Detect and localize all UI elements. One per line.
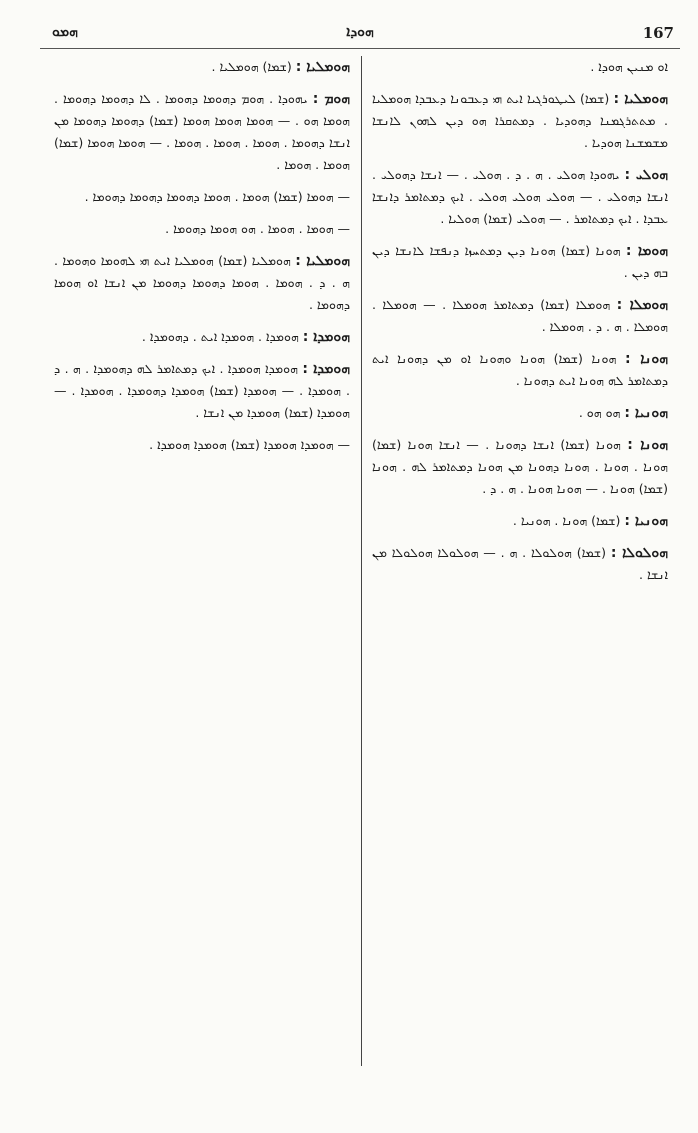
entry-text: ܗܘܢܐ (ܫܡܐ) ܗܘܢܐ ܕܝܢ ܕܡܬܚܙܐ ܕܢܦܫܐ ܠܐܢܫܐ ܕܝܢ ܒܗ ܕܝܢ . xyxy=(372,243,668,280)
entry-headword: ܗܘܡܕܐ : xyxy=(302,329,350,345)
dictionary-entry xyxy=(372,542,668,586)
dictionary-entry xyxy=(372,164,668,230)
left-column xyxy=(54,56,350,466)
entry-text: ܗܘܡܠܐ (ܫܡܐ) ܕܡܬܐܡܪ ܗܘܡܠܐ . — ܗܘܡܠܐ . ܗܘܡܠܐ . ܗ . ܕ . ܗܘܡܠܐ . xyxy=(372,297,668,334)
entry-headword: ܗܘܢܝܐ : xyxy=(624,405,668,421)
dictionary-entry xyxy=(54,88,350,176)
dictionary-entry xyxy=(54,358,350,424)
dictionary-entry xyxy=(54,186,350,208)
page-number: 167 xyxy=(642,24,674,42)
dictionary-entry xyxy=(372,510,668,532)
right-column xyxy=(372,56,668,596)
dictionary-entry xyxy=(372,56,668,78)
entry-headword: ܗܘܢܝܐ : xyxy=(624,513,668,529)
entry-headword: ܗܘܠܝ : xyxy=(624,167,668,183)
running-head-center: ܗܘܕܐ xyxy=(346,24,374,40)
entry-headword: ܗܘܡܠܝܐ : xyxy=(613,91,668,107)
dictionary-entry xyxy=(372,88,668,154)
entry-text: ܝܗܘܕܐ . ܗܘܡ ܕܗܘܡܐ ܕܗܘܡܐ . ܠܐ ܕܗܘܡܐ ܕܗܘܡܐ . ܗܘܡܐ ܗܘ . — ܗܘܡܐ ܗܘܡܐ ܗܘܡܐ (ܫܡܐ) ܕܗܘܡܐ ܕܗܘܡܐ ܡܢ ܐܢܫܐ ܕܗܘܡܐ . ܗܘܡܐ . ܗܘܡܐ . ܗܘܡܐ . — ܗܘܡܐ ܗܘܡܐ (ܫܡܐ) ܗܘܡܐ . ܗܘܡܐ . xyxy=(54,91,350,172)
entry-text: — ܗܘܡܐ . ܗܘܡܐ . ܗܘ ܗܘܡܐ ܕܗܘܡܐ . xyxy=(165,221,350,236)
dictionary-entry xyxy=(372,294,668,338)
column-divider xyxy=(361,56,362,1066)
entry-headword: ܗܘܡܠܐ : xyxy=(616,297,669,313)
entry-text: ܗܘܢܐ (ܫܡܐ) ܗܘܢܐ ܘܗܘܢܐ ܐܘ ܡܢ ܕܗܘܢܐ ܐܝܬ ܕܡܬܐܡܪ ܠܗ ܗܘܢܐ ܐܝܬ ܕܗܘܢܐ . xyxy=(372,351,668,388)
entry-headword: ܗܘܡܕܐ : xyxy=(302,361,350,377)
dictionary-entry xyxy=(54,56,350,78)
dictionary-entry xyxy=(54,434,350,456)
entry-text: — ܗܘܡܕܐ ܗܘܡܕܐ (ܫܡܐ) ܗܘܡܕܐ ܗܘܡܕܐ . xyxy=(149,437,350,452)
dictionary-entry xyxy=(54,250,350,316)
entry-text: (ܫܡܐ) ܠܝܛܘܪܓܝܐ ܐܝܬ ܗܝ ܕܥܒܘܢܐ ܕܥܒܕܐ ܗܘܡܠܝܐ . ܡܬܬܪܓܡܢܐ ܕܗܘܕܝܐ . ܕܡܬܩܪܐ ܗܘ ܕܝܢ ܠܗܘܢ ܠܐܢܫܐ ܡܫܡܫܢܐ ܗܘܕܝܐ . xyxy=(372,91,668,150)
dictionary-entry xyxy=(372,402,668,424)
entry-text: — ܗܘܡܐ (ܫܡܐ) ܗܘܡܐ . ܗܘܡܐ ܕܗܘܡܐ ܕܗܘܡܐ ܕܗܘܡܐ . xyxy=(84,189,350,204)
dictionary-entry xyxy=(372,348,668,392)
entry-text: ܗܘܢܐ (ܫܡܐ) ܐܢܫܐ ܕܗܘܢܐ . — ܐܢܫܐ ܗܘܢܐ (ܫܡܐ) ܗܘܢܐ . ܗܘܢܐ . ܗܘܢܐ ܕܗܘܢܐ ܡܢ ܗܘܢܐ ܕܡܬܐܡܪ ܠܗ . ܗܘܢܐ (ܫܡܐ) ܗܘܢܐ . — ܗܘܢܐ ܗܘܢܐ . ܗ . ܕ . xyxy=(372,437,668,496)
entry-headword: ܗܘܢܐ : xyxy=(627,437,668,453)
entry-text: ܗܘܡܕܐ . ܗܘܡܕܐ ܐܝܬ . ܕܗܘܡܕܐ . xyxy=(141,329,299,344)
entry-headword: ܗܘܠܘܠܐ : xyxy=(610,545,668,561)
entry-text: ܗܘܡܠܝܐ (ܫܡܐ) ܗܘܡܠܝܐ ܐܝܬ ܗܝ ܠܗܘܡܐ ܘܗܘܡܐ . ܗ . ܕ . ܗܘܡܐ . ܗܘܡܐ ܕܗܘܡܐ ܕܗܘܡܐ ܡܢ ܐܢܫܐ ܐܘ ܗܘܡܐ ܕܗܘܡܐ . xyxy=(54,253,350,312)
entry-headword: ܗܘܡܠܝܐ : xyxy=(295,59,350,75)
entry-text: ܗܘܡܕܐ ܗܘܡܕܐ . ܐܝܟ ܕܡܬܐܡܪ ܠܗ ܕܗܘܡܕܐ . ܗ . ܕ . ܗܘܡܕܐ . — ܗܘܡܕܐ (ܫܡܐ) ܗܘܡܕܐ ܕܗܘܡܕܐ . ܗܘܡܕܐ . — ܗܘܡܕܐ (ܫܡܐ) ܗܘܡܕܐ ܡܢ ܐܢܫܐ . xyxy=(54,361,350,420)
entry-headword: ܗܘܡ : xyxy=(312,91,350,107)
entry-headword: ܗܘܡܠܝܐ : xyxy=(295,253,350,269)
dictionary-entry xyxy=(54,326,350,348)
dictionary-entry xyxy=(372,240,668,284)
dictionary-entry xyxy=(372,434,668,500)
entry-text: ܝܗܘܕܐ ܗܘܠܝ . ܗ . ܕ . ܗܘܠܝ . — ܐܢܫܐ ܕܗܘܠܝ . ܐܢܫܐ ܕܗܘܠܝ . — ܗܘܠܝ ܗܘܠܝ ܗܘܠܝ . ܐܝܟ ܕܡܬܐܡܪ ܕܐܢܫܐ ܥܒܕܐ . ܐܝܟ ܕܡܬܐܡܪ . — ܗܘܠܝ (ܫܡܐ) ܗܘܠܝܐ . xyxy=(372,167,668,226)
entry-text: (ܫܡܐ) ܗܘܢܐ . ܗܘܢܝܐ . xyxy=(512,513,621,528)
running-head-left: ܗܡܘ xyxy=(52,24,78,40)
page-header xyxy=(40,22,680,49)
entry-text: ܗܘ ܗܘ . xyxy=(578,405,621,420)
entry-text: (ܫܡܐ) ܗܘܠܘܠܐ . ܗ . — ܗܘܠܘܠܐ ܗܘܠܘܠܐ ܡܢ ܐܢܫܐ . xyxy=(372,545,668,582)
entry-headword: ܗܘܡܐ : xyxy=(625,243,668,259)
dictionary-entry xyxy=(54,218,350,240)
entry-headword: ܗܘܢܐ : xyxy=(625,351,668,367)
entry-text: ܐܘ ܡܢܝܢ ܗܘܕܐ . xyxy=(590,59,668,74)
entry-text: (ܫܡܐ) ܗܘܡܠܝܐ . xyxy=(211,59,292,74)
